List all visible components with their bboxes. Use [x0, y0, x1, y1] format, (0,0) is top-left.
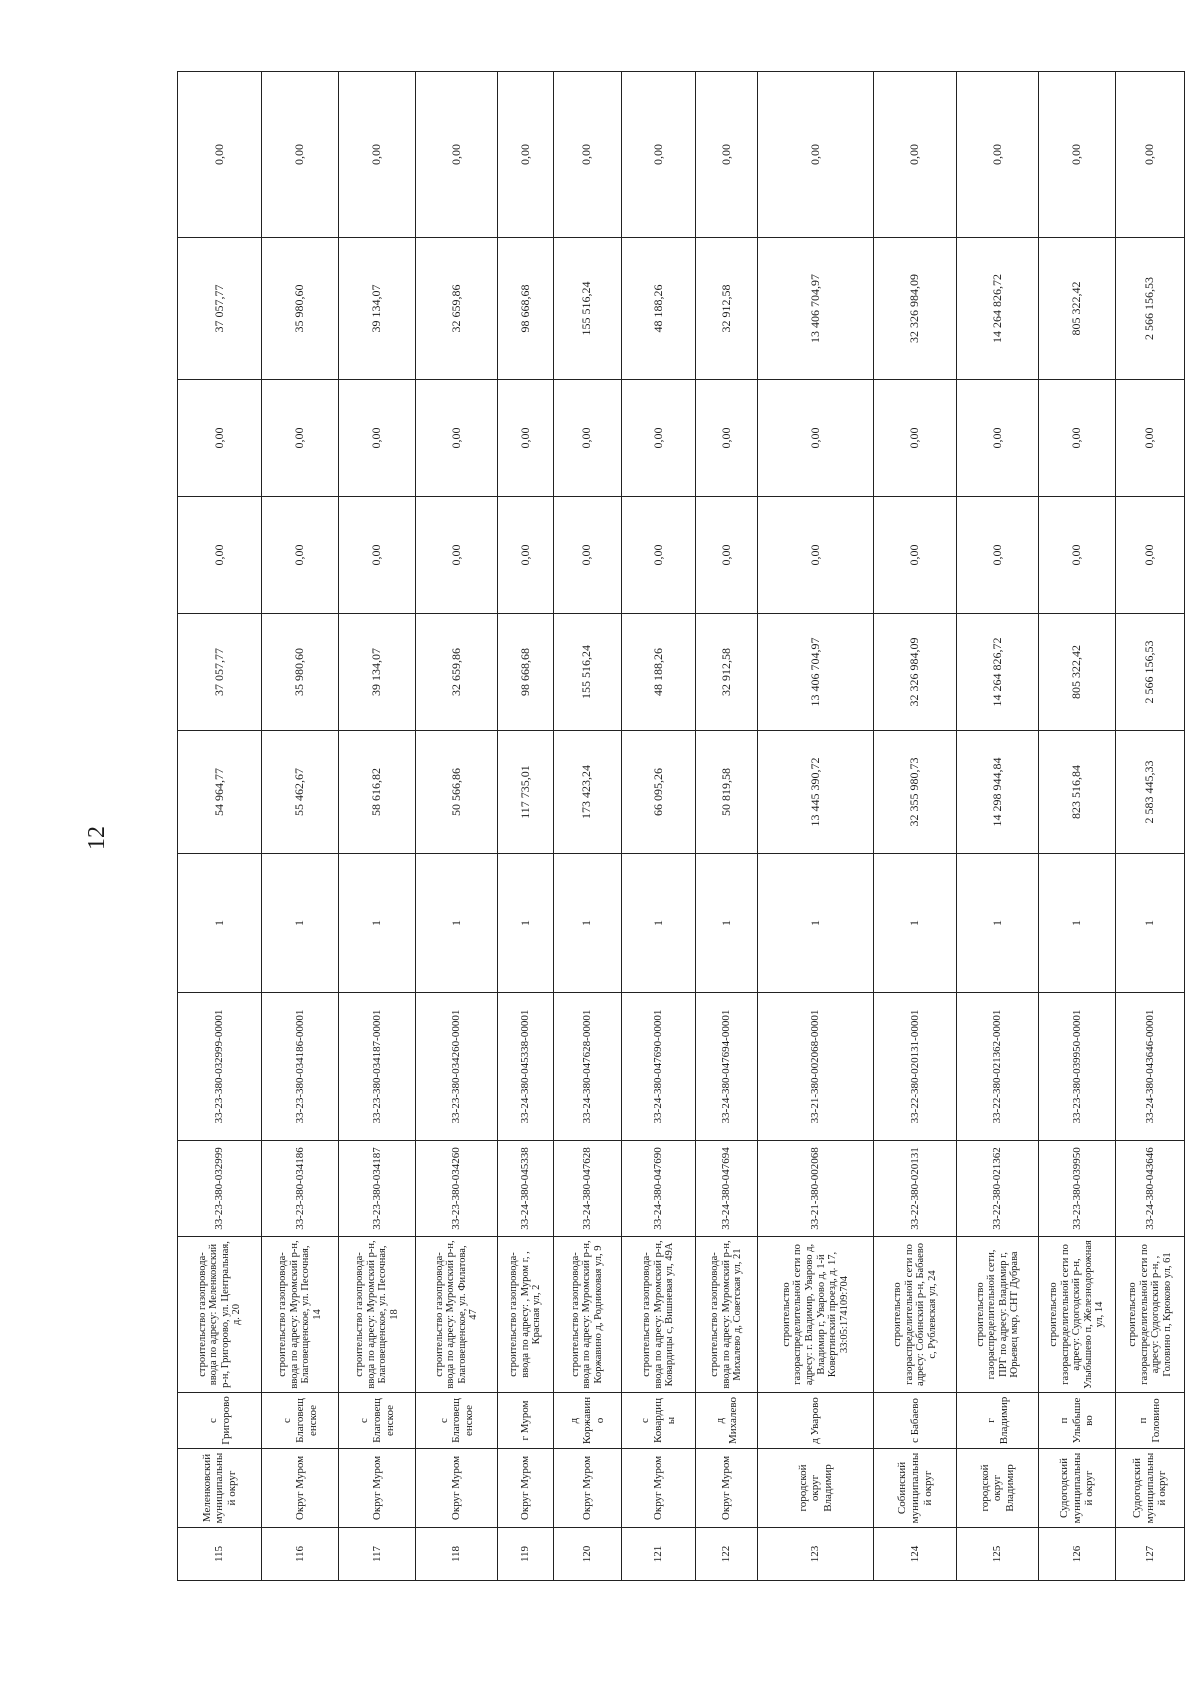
cost-value-2: 0,00 [416, 497, 498, 614]
quantity: 1 [339, 854, 416, 993]
table-row [339, 72, 416, 1581]
table-row [1116, 72, 1185, 1581]
cost-value-2: 0,00 [178, 497, 262, 614]
cost-value-4: 805 322,42 [1039, 238, 1116, 380]
object-description: строительство газопровода-ввода по адресу: Меленковский р-н, Григорово, ул. Центральная, д. 20 [178, 1237, 262, 1393]
table-row [1039, 72, 1116, 1581]
cost-value-3: 0,00 [1039, 380, 1116, 497]
municipal-district: Округ Муром [262, 1449, 339, 1528]
settlement: с Ковардицы [621, 1393, 696, 1449]
settlement: с Благовещенское [262, 1393, 339, 1449]
object-id: 33-23-380-039950-00001 [1039, 993, 1116, 1141]
cost-value-2: 0,00 [957, 497, 1039, 614]
cost-total: 117 735,01 [498, 731, 554, 854]
cost-value-5: 0,00 [553, 72, 621, 238]
municipal-district: Округ Муром [416, 1449, 498, 1528]
cost-value-1: 14 264 826,72 [957, 614, 1039, 731]
cost-value-3: 0,00 [178, 380, 262, 497]
row-number: 118 [416, 1528, 498, 1581]
object-code: 33-22-380-020131 [874, 1141, 957, 1237]
cost-value-4: 2 566 156,53 [1116, 238, 1185, 380]
cost-value-5: 0,00 [874, 72, 957, 238]
municipal-district: Меленковский муниципальный округ [178, 1449, 262, 1528]
quantity: 1 [957, 854, 1039, 993]
object-code: 33-24-380-047628 [553, 1141, 621, 1237]
cost-value-5: 0,00 [498, 72, 554, 238]
settlement: д Уварово [757, 1393, 873, 1449]
row-number: 125 [957, 1528, 1039, 1581]
cost-value-5: 0,00 [957, 72, 1039, 238]
cost-value-3: 0,00 [262, 380, 339, 497]
municipal-district: Округ Муром [498, 1449, 554, 1528]
cost-value-1: 13 406 704,97 [757, 614, 873, 731]
cost-value-2: 0,00 [498, 497, 554, 614]
object-description: строительство газопровода-ввода по адресу: , Муром г, , Красная ул, 2 [498, 1237, 554, 1393]
cost-value-3: 0,00 [621, 380, 696, 497]
object-code: 33-24-380-047694 [696, 1141, 758, 1237]
table-row [757, 72, 873, 1581]
cost-value-5: 0,00 [757, 72, 873, 238]
object-code: 33-23-380-034260 [416, 1141, 498, 1237]
object-id: 33-24-380-047694-00001 [696, 993, 758, 1141]
object-code: 33-24-380-047690 [621, 1141, 696, 1237]
quantity: 1 [696, 854, 758, 993]
object-id: 33-22-380-020131-00001 [874, 993, 957, 1141]
cost-value-4: 39 134,07 [339, 238, 416, 380]
cost-value-3: 0,00 [339, 380, 416, 497]
row-number: 116 [262, 1528, 339, 1581]
quantity: 1 [262, 854, 339, 993]
municipal-district: Собинский муниципальный округ [874, 1449, 957, 1528]
quantity: 1 [621, 854, 696, 993]
cost-value-4: 32 659,86 [416, 238, 498, 380]
cost-value-1: 155 516,24 [553, 614, 621, 731]
cost-value-3: 0,00 [757, 380, 873, 497]
settlement: с Григорово [178, 1393, 262, 1449]
cost-value-5: 0,00 [1039, 72, 1116, 238]
object-id: 33-23-380-032999-00001 [178, 993, 262, 1141]
object-code: 33-23-380-032999 [178, 1141, 262, 1237]
object-description: строительство газораспределительной сети по адресу: г. Владимир, Уварово д, Владимир г, Уварово д, 1-й Ковертинский проезд, д. 17, 33:05:174109:704 [757, 1237, 873, 1393]
object-code: 33-23-380-034186 [262, 1141, 339, 1237]
row-number: 120 [553, 1528, 621, 1581]
cost-value-4: 98 668,68 [498, 238, 554, 380]
cost-total: 14 298 944,84 [957, 731, 1039, 854]
settlement: г Муром [498, 1393, 554, 1449]
row-number: 121 [621, 1528, 696, 1581]
quantity: 1 [1116, 854, 1185, 993]
table-row [874, 72, 957, 1581]
row-number: 117 [339, 1528, 416, 1581]
settlement: с Благовещенское [416, 1393, 498, 1449]
cost-total: 50 566,86 [416, 731, 498, 854]
cost-value-4: 14 264 826,72 [957, 238, 1039, 380]
object-id: 33-24-380-043646-00001 [1116, 993, 1185, 1141]
cost-total: 58 616,82 [339, 731, 416, 854]
cost-value-5: 0,00 [1116, 72, 1185, 238]
cost-value-1: 32 912,58 [696, 614, 758, 731]
cost-value-2: 0,00 [757, 497, 873, 614]
cost-value-3: 0,00 [696, 380, 758, 497]
cost-total: 823 516,84 [1039, 731, 1116, 854]
object-description: строительство газопровода-ввода по адресу: Муромский р-н, Михалево д, Советская ул, 21 [696, 1237, 758, 1393]
cost-value-4: 37 057,77 [178, 238, 262, 380]
table-row [262, 72, 339, 1581]
cost-total: 50 819,58 [696, 731, 758, 854]
cost-value-1: 35 980,60 [262, 614, 339, 731]
cost-value-1: 2 566 156,53 [1116, 614, 1185, 731]
object-description: строительство газопровода-ввода по адресу: Муромский р-н, Благовещенское, ул. Песочная, 18 [339, 1237, 416, 1393]
cost-value-5: 0,00 [696, 72, 758, 238]
settlement: д Михалево [696, 1393, 758, 1449]
quantity: 1 [553, 854, 621, 993]
cost-value-4: 48 188,26 [621, 238, 696, 380]
cost-total: 32 355 980,73 [874, 731, 957, 854]
object-description: строительство газопровода-ввода по адресу: Муромский р-н, Коржавино д, Родниковая ул, 9 [553, 1237, 621, 1393]
cost-value-2: 0,00 [1039, 497, 1116, 614]
settlement: п Головино [1116, 1393, 1185, 1449]
quantity: 1 [498, 854, 554, 993]
object-description: строительство газораспределительной сети по адресу: Судогодский р-н, , Головино п, Крюково ул, 61 [1116, 1237, 1185, 1393]
rotated-table-container [177, 132, 1185, 1581]
cost-value-5: 0,00 [621, 72, 696, 238]
cost-value-4: 32 912,58 [696, 238, 758, 380]
row-number: 124 [874, 1528, 957, 1581]
municipal-district: Округ Муром [621, 1449, 696, 1528]
object-id: 33-24-380-047628-00001 [553, 993, 621, 1141]
object-code: 33-24-380-045338 [498, 1141, 554, 1237]
settlement: с Благовещенское [339, 1393, 416, 1449]
object-id: 33-24-380-045338-00001 [498, 993, 554, 1141]
page-number: 12 [84, 826, 110, 850]
row-number: 126 [1039, 1528, 1116, 1581]
cost-value-1: 48 188,26 [621, 614, 696, 731]
object-description: строительство газораспределительной сети по адресу: Собинский р-н, Бабаево с, Рублевская ул, 24 [874, 1237, 957, 1393]
settlement: д Коржавино [553, 1393, 621, 1449]
table-row [553, 72, 621, 1581]
cost-value-5: 0,00 [262, 72, 339, 238]
table-row [178, 72, 262, 1581]
object-id: 33-23-380-034186-00001 [262, 993, 339, 1141]
municipal-district: Округ Муром [339, 1449, 416, 1528]
cost-value-2: 0,00 [262, 497, 339, 614]
cost-value-1: 805 322,42 [1039, 614, 1116, 731]
object-code: 33-23-380-039950 [1039, 1141, 1116, 1237]
row-number: 123 [757, 1528, 873, 1581]
table-row [696, 72, 758, 1581]
cost-value-4: 13 406 704,97 [757, 238, 873, 380]
gasification-table [177, 71, 1185, 1581]
cost-value-1: 98 668,68 [498, 614, 554, 731]
cost-value-3: 0,00 [498, 380, 554, 497]
table-row [498, 72, 554, 1581]
object-description: строительство газопровода-ввода по адресу: Муромский р-н, Благовещенское, ул. Песочная, 14 [262, 1237, 339, 1393]
settlement: г Владимир [957, 1393, 1039, 1449]
cost-value-4: 35 980,60 [262, 238, 339, 380]
cost-value-1: 39 134,07 [339, 614, 416, 731]
row-number: 127 [1116, 1528, 1185, 1581]
municipal-district: Судогодский муниципальный округ [1116, 1449, 1185, 1528]
cost-value-5: 0,00 [339, 72, 416, 238]
object-id: 33-24-380-047690-00001 [621, 993, 696, 1141]
cost-value-3: 0,00 [1116, 380, 1185, 497]
table-row [621, 72, 696, 1581]
settlement: с Бабаево [874, 1393, 957, 1449]
row-number: 119 [498, 1528, 554, 1581]
quantity: 1 [874, 854, 957, 993]
municipal-district: городской округ Владимир [957, 1449, 1039, 1528]
municipal-district: Судогодский муниципальный округ [1039, 1449, 1116, 1528]
object-code: 33-21-380-002068 [757, 1141, 873, 1237]
cost-total: 2 583 445,33 [1116, 731, 1185, 854]
cost-total: 66 095,26 [621, 731, 696, 854]
cost-total: 13 445 390,72 [757, 731, 873, 854]
cost-value-2: 0,00 [621, 497, 696, 614]
quantity: 1 [1039, 854, 1116, 993]
quantity: 1 [178, 854, 262, 993]
cost-value-2: 0,00 [1116, 497, 1185, 614]
cost-value-2: 0,00 [339, 497, 416, 614]
cost-value-3: 0,00 [416, 380, 498, 497]
municipal-district: Округ Муром [696, 1449, 758, 1528]
object-id: 33-23-380-034187-00001 [339, 993, 416, 1141]
object-code: 33-22-380-021362 [957, 1141, 1039, 1237]
cost-value-2: 0,00 [553, 497, 621, 614]
object-description: строительство газораспределительной сети по адресу: Судогодский р-н, Улыбышево п, Железнодорожная ул, 14 [1039, 1237, 1116, 1393]
object-description: строительство газопровода-ввода по адресу: Муромский р-н, Благовещенское, ул. Филатова, 47 [416, 1237, 498, 1393]
object-code: 33-24-380-043646 [1116, 1141, 1185, 1237]
cost-value-3: 0,00 [874, 380, 957, 497]
cost-value-5: 0,00 [178, 72, 262, 238]
cost-value-1: 32 326 984,09 [874, 614, 957, 731]
cost-value-2: 0,00 [874, 497, 957, 614]
cost-total: 173 423,24 [553, 731, 621, 854]
quantity: 1 [757, 854, 873, 993]
table-row [416, 72, 498, 1581]
row-number: 122 [696, 1528, 758, 1581]
object-description: строительство газопровода-ввода по адресу: Муромский р-н, Ковардицы с, Вишневая ул, 49А [621, 1237, 696, 1393]
row-number: 115 [178, 1528, 262, 1581]
cost-value-3: 0,00 [553, 380, 621, 497]
object-id: 33-21-380-002068-00001 [757, 993, 873, 1141]
cost-value-1: 32 659,86 [416, 614, 498, 731]
object-id: 33-23-380-034260-00001 [416, 993, 498, 1141]
object-id: 33-22-380-021362-00001 [957, 993, 1039, 1141]
cost-value-4: 155 516,24 [553, 238, 621, 380]
municipal-district: городской округ Владимир [757, 1449, 873, 1528]
object-code: 33-23-380-034187 [339, 1141, 416, 1237]
table-row [957, 72, 1039, 1581]
cost-value-4: 32 326 984,09 [874, 238, 957, 380]
cost-value-2: 0,00 [696, 497, 758, 614]
municipal-district: Округ Муром [553, 1449, 621, 1528]
quantity: 1 [416, 854, 498, 993]
cost-total: 54 964,77 [178, 731, 262, 854]
cost-value-3: 0,00 [957, 380, 1039, 497]
cost-total: 55 462,67 [262, 731, 339, 854]
cost-value-5: 0,00 [416, 72, 498, 238]
settlement: п Улыбышево [1039, 1393, 1116, 1449]
object-description: строительство газораспределительной сети, ПРГ по адресу: Владимир г, Юрьевец мкр, СНТ Дубрава [957, 1237, 1039, 1393]
cost-value-1: 37 057,77 [178, 614, 262, 731]
